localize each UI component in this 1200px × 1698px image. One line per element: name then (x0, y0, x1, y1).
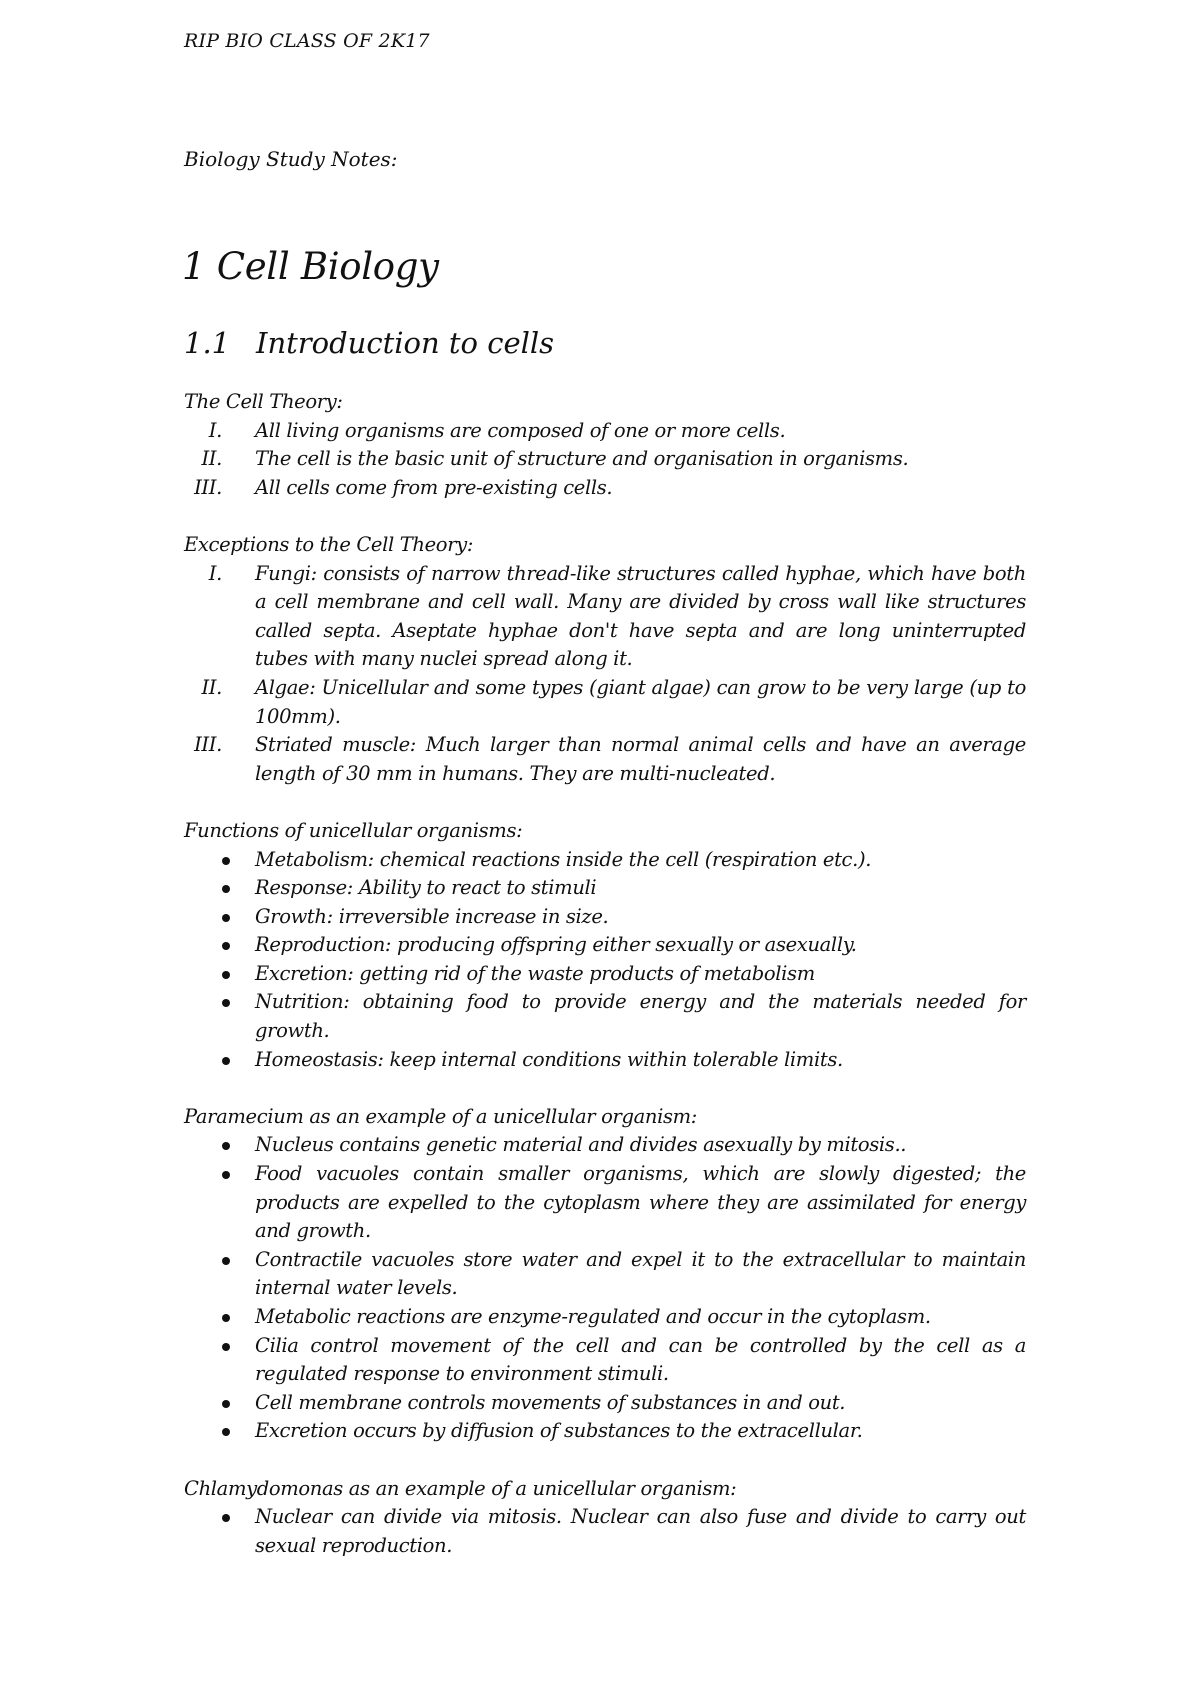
bullet-icon (222, 1057, 230, 1065)
bullet-icon (222, 857, 230, 865)
exceptions-title: Exceptions to the Cell Theory: (184, 532, 474, 556)
bullet-icon (222, 914, 230, 922)
functions-title: Functions of unicellular organisms: (184, 818, 523, 842)
list-item-text: Excretion: getting rid of the waste products of metabolism (255, 961, 815, 985)
list-marker: II. (201, 675, 222, 699)
list-item-text: The cell is the basic unit of structure and organisation in organisms. (255, 447, 909, 471)
list-item (184, 731, 1026, 788)
chapter-title: 1 Cell Biology (182, 245, 439, 288)
document-label: Biology Study Notes: (184, 147, 398, 171)
chlamydomonas-title: Chlamydomonas as an example of a unicellular organism: (184, 1476, 737, 1500)
section-title: Introduction to cells (256, 326, 555, 360)
list-item-text: Food vacuoles contain smaller organisms, which are slowly digested; the products are expelled to the cytoplasm where they are assimilated for energy and growth. (255, 1162, 1026, 1243)
list-item (184, 1303, 1026, 1332)
list-item (184, 846, 1026, 875)
list-item-text: Striated muscle: Much larger than normal animal cells and have an average length of 30 mm in humans. They are multi-nucleated. (255, 733, 1026, 785)
list-item-text: Contractile vacuoles store water and expel it to the extracellular to maintain internal water levels. (255, 1247, 1026, 1300)
list-item-text: Cell membrane controls movements of substances in and out. (255, 1390, 846, 1414)
cell-theory-list (184, 417, 1026, 503)
document-body (184, 388, 1026, 1560)
bullet-icon (222, 1142, 230, 1150)
list-item-text: Metabolic reactions are enzyme-regulated and occur in the cytoplasm. (255, 1305, 931, 1328)
bullet-icon (222, 1257, 230, 1265)
list-item-text: Excretion occurs by diffusion of substances to the extracellular. (255, 1419, 863, 1443)
list-item (184, 474, 1026, 503)
bullet-icon (222, 942, 230, 950)
bullet-icon (222, 1171, 230, 1179)
list-item-text: Algae: Unicellular and some types (giant algae) can grow to be very large (up to 100mm). (255, 675, 1026, 728)
bullet-icon (222, 885, 230, 893)
cell-theory-title: The Cell Theory: (184, 390, 343, 413)
list-item-text: Fungi: consists of narrow thread-like structures called hyphae, which have both a cell membrane and cell wall. Many are divided by cross wall like structures called septa. Aseptate hyphae don't have septa and are long uninterrupted tubes with many nuclei spread along it. (255, 561, 1026, 671)
section-heading (184, 326, 554, 360)
list-item-text: Nucleus contains genetic material and divides asexually by mitosis.. (255, 1133, 907, 1157)
list-item (184, 674, 1026, 731)
list-item (184, 903, 1026, 932)
list-item (184, 445, 1026, 474)
list-item (184, 1389, 1026, 1418)
list-marker: III. (194, 733, 222, 757)
list-item (184, 931, 1026, 960)
list-item (184, 1046, 1026, 1075)
paramecium-title: Paramecium as an example of a unicellular organism: (184, 1104, 697, 1128)
list-item (184, 1160, 1026, 1246)
list-item-text: Nutrition: obtaining food to provide energy and the materials needed for growth. (255, 990, 1026, 1043)
list-item (184, 1417, 1026, 1446)
page-header: RIP BIO CLASS OF 2K17 (184, 30, 430, 52)
exceptions-list (184, 560, 1026, 789)
list-item-text: Metabolism: chemical reactions inside the cell (respiration etc.). (255, 847, 872, 871)
bullet-icon (222, 1343, 230, 1351)
list-item (184, 1332, 1026, 1389)
list-item-text: Cilia control movement of the cell and can be controlled by the cell as a regulated response to environment stimuli. (255, 1333, 1026, 1386)
bullet-icon (222, 999, 230, 1007)
functions-list (184, 846, 1026, 1075)
chlamydomonas-list (184, 1503, 1026, 1560)
list-item (184, 1503, 1026, 1560)
list-item-text: Growth: irreversible increase in size. (255, 904, 609, 928)
list-item (184, 988, 1026, 1045)
bullet-icon (222, 1400, 230, 1408)
list-item (184, 417, 1026, 446)
list-marker: I. (208, 418, 222, 442)
list-item (184, 560, 1026, 674)
list-item-text: Nuclear can divide via mitosis. Nuclear can also fuse and divide to carry out sexual reproduction. (255, 1505, 1026, 1557)
list-item-text: Reproduction: producing offspring either sexually or asexually. (255, 933, 857, 957)
list-item (184, 1131, 1026, 1160)
list-item (184, 874, 1026, 903)
bullet-icon (222, 1514, 230, 1522)
bullet-icon (222, 1428, 230, 1436)
list-item-text: Response: Ability to react to stimuli (255, 876, 597, 900)
bullet-icon (222, 1314, 230, 1322)
list-item (184, 960, 1026, 989)
section-number: 1.1 (184, 326, 231, 360)
paramecium-list (184, 1131, 1026, 1446)
list-marker: III. (194, 475, 222, 499)
list-item-text: All cells come from pre-existing cells. (255, 475, 613, 499)
list-marker: I. (208, 561, 222, 585)
list-item-text: All living organisms are composed of one or more cells. (255, 418, 786, 442)
list-item-text: Homeostasis: keep internal conditions within tolerable limits. (255, 1047, 843, 1071)
list-marker: II. (201, 447, 222, 471)
list-item (184, 1246, 1026, 1303)
bullet-icon (222, 971, 230, 979)
